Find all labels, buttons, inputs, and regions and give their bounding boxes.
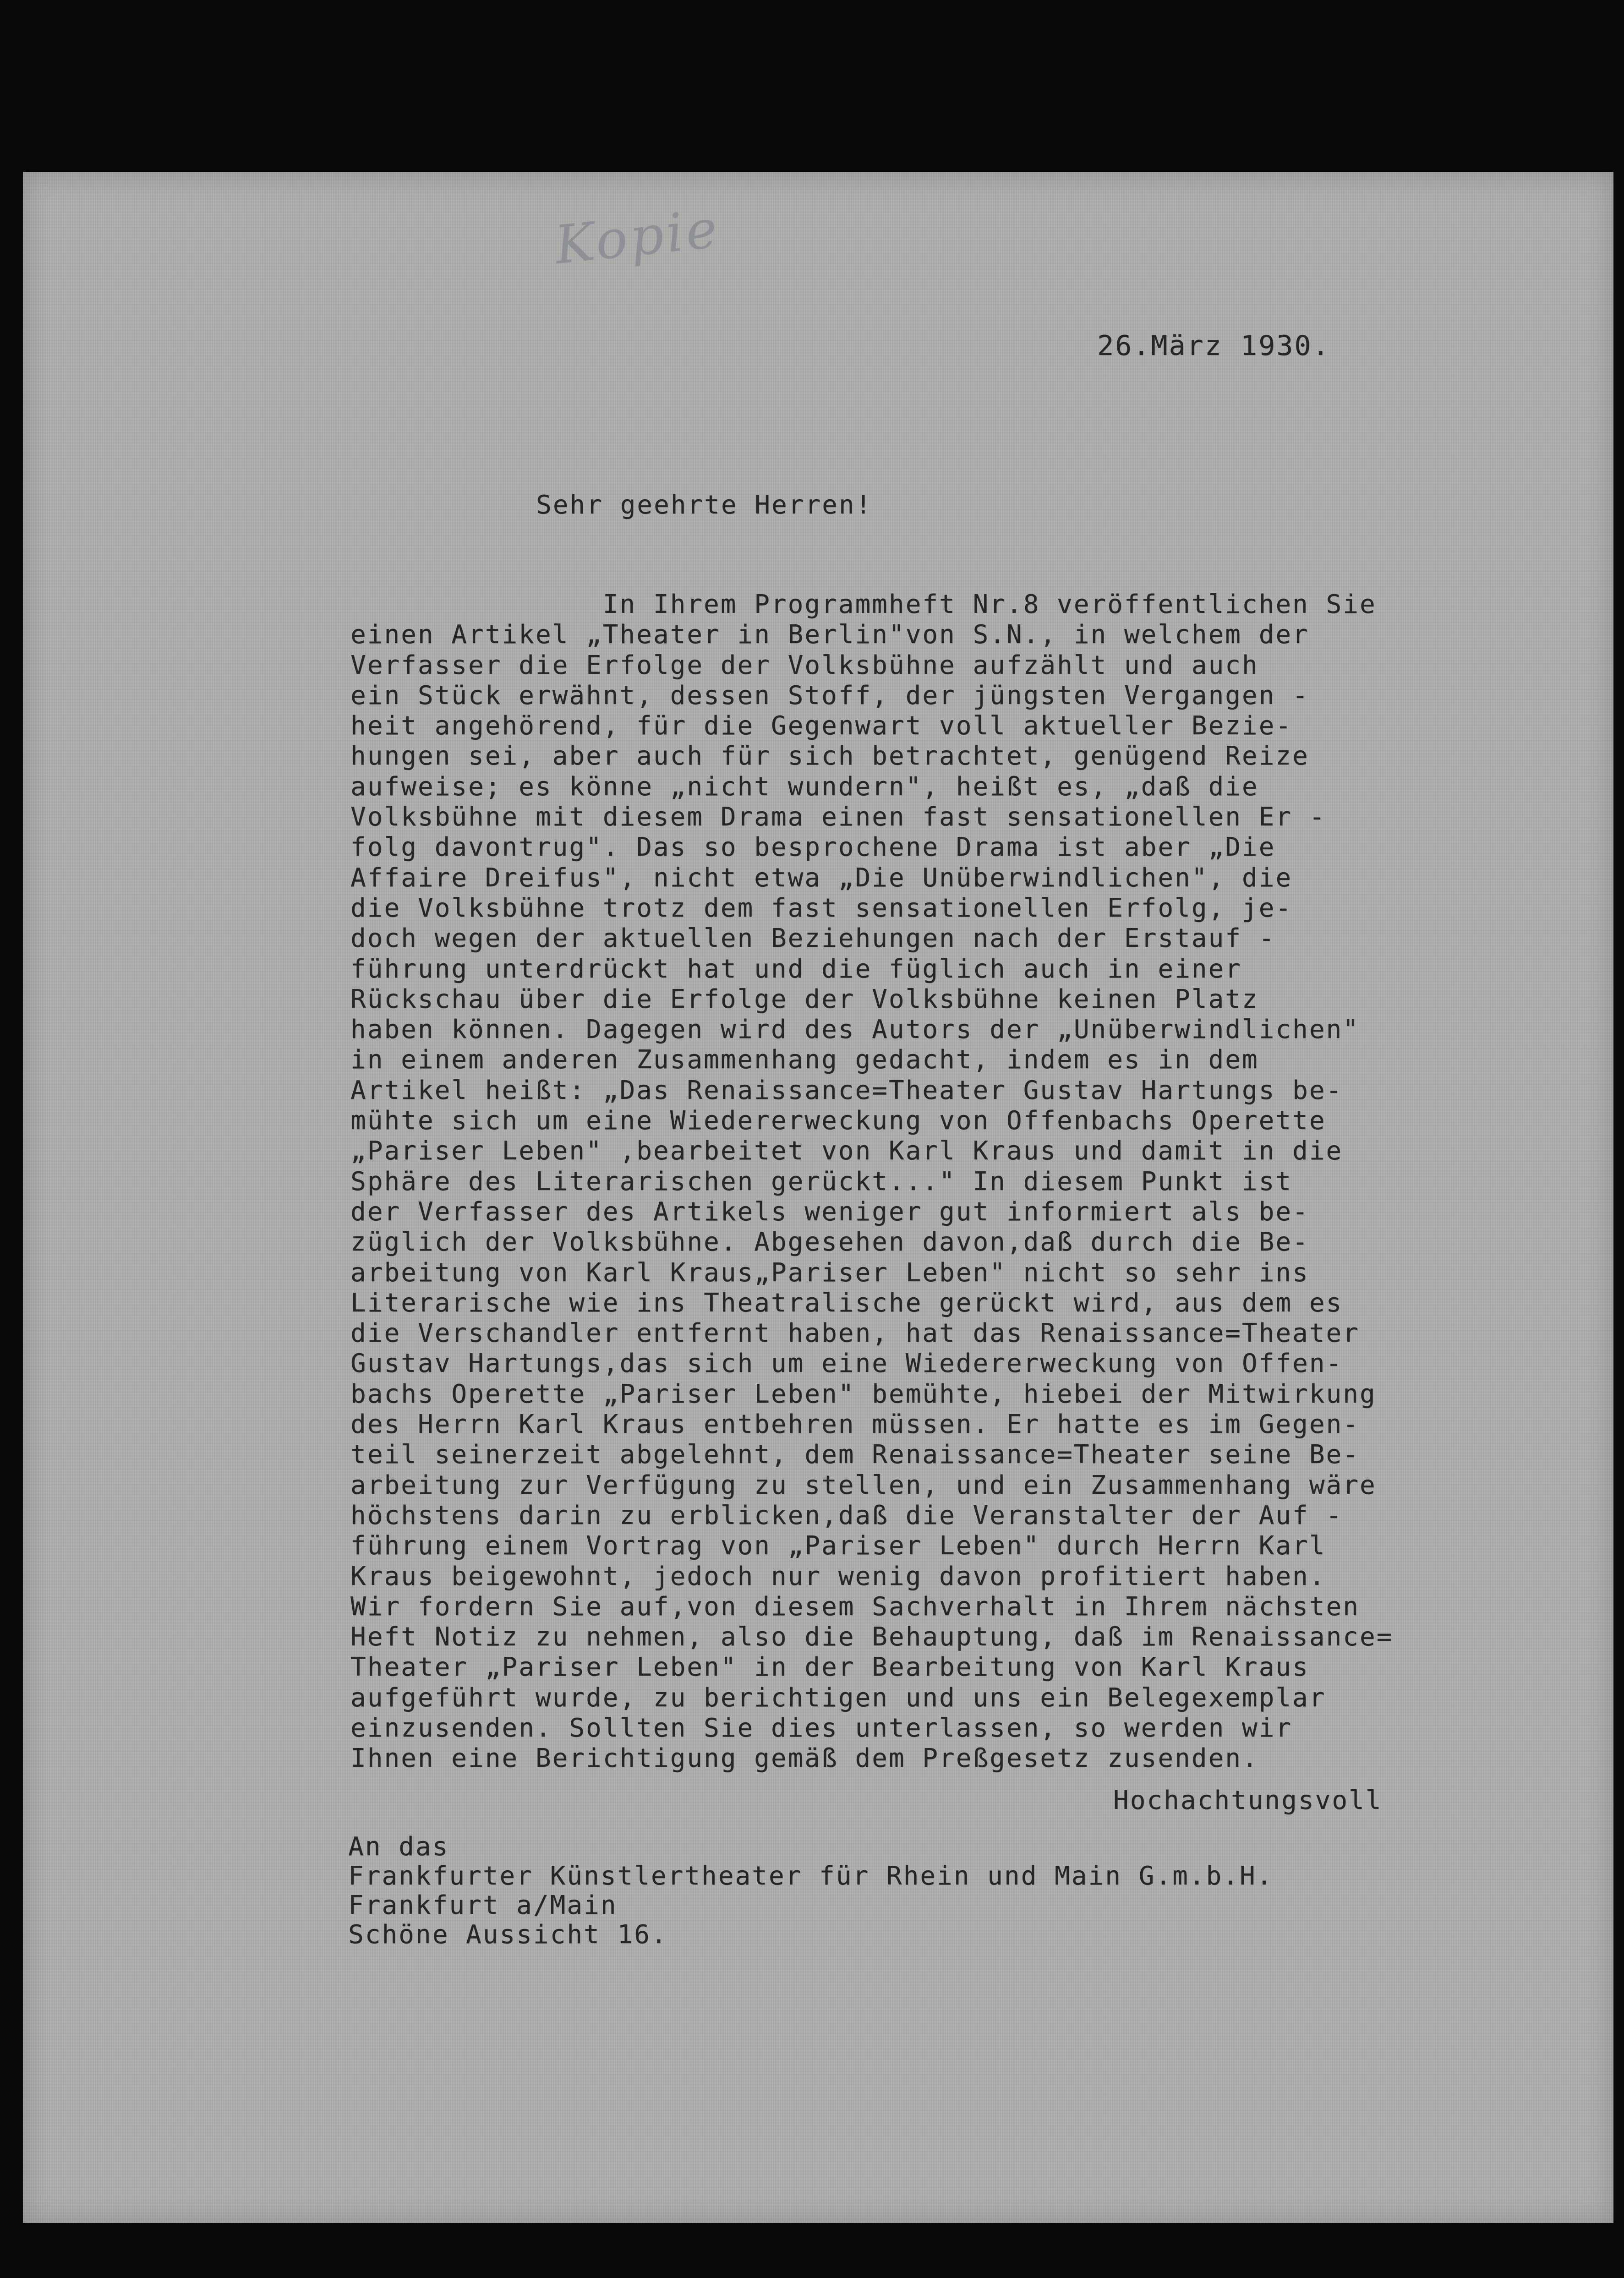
body-line: „Pariser Leben" ,bearbeitet von Karl Kraus und damit in die [350,1136,1343,1166]
address-line: An das [348,1832,449,1862]
body-line: Artikel heißt: „Das Renaissance=Theater Gustav Hartungs be- [350,1075,1343,1105]
body-line: bachs Operette „Pariser Leben" bemühte, hiebei der Mitwirkung [350,1379,1377,1409]
body-line: des Herrn Karl Kraus entbehren müssen. Er hatte es im Gegen- [350,1409,1360,1440]
body-line: einen Artikel „Theater in Berlin"von S.N., in welchem der [350,620,1309,650]
body-line: Volksbühne mit diesem Drama einen fast sensationellen Er - [350,802,1326,832]
body-line: einzusenden. Sollten Sie dies unterlassen, so werden wir [350,1713,1293,1743]
address-line: Schöne Aussicht 16. [348,1920,668,1950]
body-line: haben können. Dagegen wird des Autors der „Unüberwindlichen" [350,1015,1360,1045]
body-line: führung einem Vortrag von „Pariser Leben" durch Herrn Karl [350,1531,1326,1561]
body-line: folg davontrug". Das so besprochene Drama ist aber „Die [350,832,1276,863]
body-line: aufgeführt wurde, zu berichtigen und uns ein Belegexemplar [350,1683,1326,1713]
body-line: der Verfasser des Artikels weniger gut informiert als be- [350,1196,1309,1227]
address-line: Frankfurt a/Main [348,1890,618,1920]
body-line: Theater „Pariser Leben" in der Bearbeitung von Karl Kraus [350,1652,1309,1683]
body-line: Ihnen eine Berichtigung gemäß dem Preßgesetz zusenden. [350,1743,1259,1774]
body-line: Sphäre des Literarischen gerückt..." In diesem Punkt ist [350,1166,1293,1196]
letter-closing: Hochachtungsvoll [1113,1786,1383,1815]
body-line: ein Stück erwähnt, dessen Stoff, der jüngsten Vergangen - [350,680,1309,710]
body-line: teil seinerzeit abgelehnt, dem Renaissance=Theater seine Be- [350,1440,1360,1470]
body-line: In Ihrem Programmheft Nr.8 veröffentlichen Sie [350,590,1377,619]
body-line: mühte sich um eine Wiedererweckung von Offenbachs Operette [350,1106,1326,1136]
body-line: Verfasser die Erfolge der Volksbühne aufzählt und auch [350,650,1259,680]
body-line: Gustav Hartungs,das sich um eine Wiedererweckung von Offen- [350,1349,1343,1379]
body-line: die Volksbühne trotz dem fast sensationellen Erfolg, je- [350,893,1293,923]
body-line: Literarische wie ins Theatralische gerückt wird, aus dem es [350,1288,1343,1318]
body-line: Kraus beigewohnt, jedoch nur wenig davon profitiert haben. [350,1561,1326,1591]
body-line: in einem anderen Zusammenhang gedacht, indem es in dem [350,1045,1259,1075]
body-line: die Verschandler entfernt haben, hat das Renaissance=Theater [350,1318,1360,1349]
body-line: führung unterdrückt hat und die füglich auch in einer [350,954,1242,984]
address-line: Frankfurter Künstlertheater für Rhein und Main G.m.b.H. [348,1861,1274,1891]
body-line: doch wegen der aktuellen Beziehungen nach der Erstauf - [350,923,1276,954]
body-line: Wir fordern Sie auf,von diesem Sachverhalt in Ihrem nächsten [350,1591,1360,1622]
body-line: arbeitung von Karl Kraus„Pariser Leben" nicht so sehr ins [350,1257,1309,1288]
letter-body [350,590,1393,1774]
body-line: züglich der Volksbühne. Abgesehen davon,daß durch die Be- [350,1227,1309,1257]
body-line: aufweise; es könne „nicht wundern", heißt es, „daß die [350,771,1259,802]
body-line: höchstens darin zu erblicken,daß die Veranstalter der Auf - [350,1500,1343,1530]
body-line: Rückschau über die Erfolge der Volksbühne keinen Platz [350,984,1259,1014]
body-line: Heft Notiz zu nehmen, also die Behauptung, daß im Renaissance= [350,1622,1394,1652]
body-line: heit angehörend, für die Gegenwart voll aktueller Bezie- [350,711,1293,741]
letter-date: 26.März 1930. [1097,330,1330,362]
letter-salutation: Sehr geehrte Herren! [536,490,873,520]
body-line: hungen sei, aber auch für sich betrachtet, genügend Reize [350,741,1309,771]
handwritten-annotation: Kopie [552,198,723,277]
body-line: arbeitung zur Verfügung zu stellen, und ein Zusammenhang wäre [350,1470,1377,1500]
recipient-address [348,1832,1273,1950]
body-line: Affaire Dreifus", nicht etwa „Die Unüberwindlichen", die [350,863,1293,893]
